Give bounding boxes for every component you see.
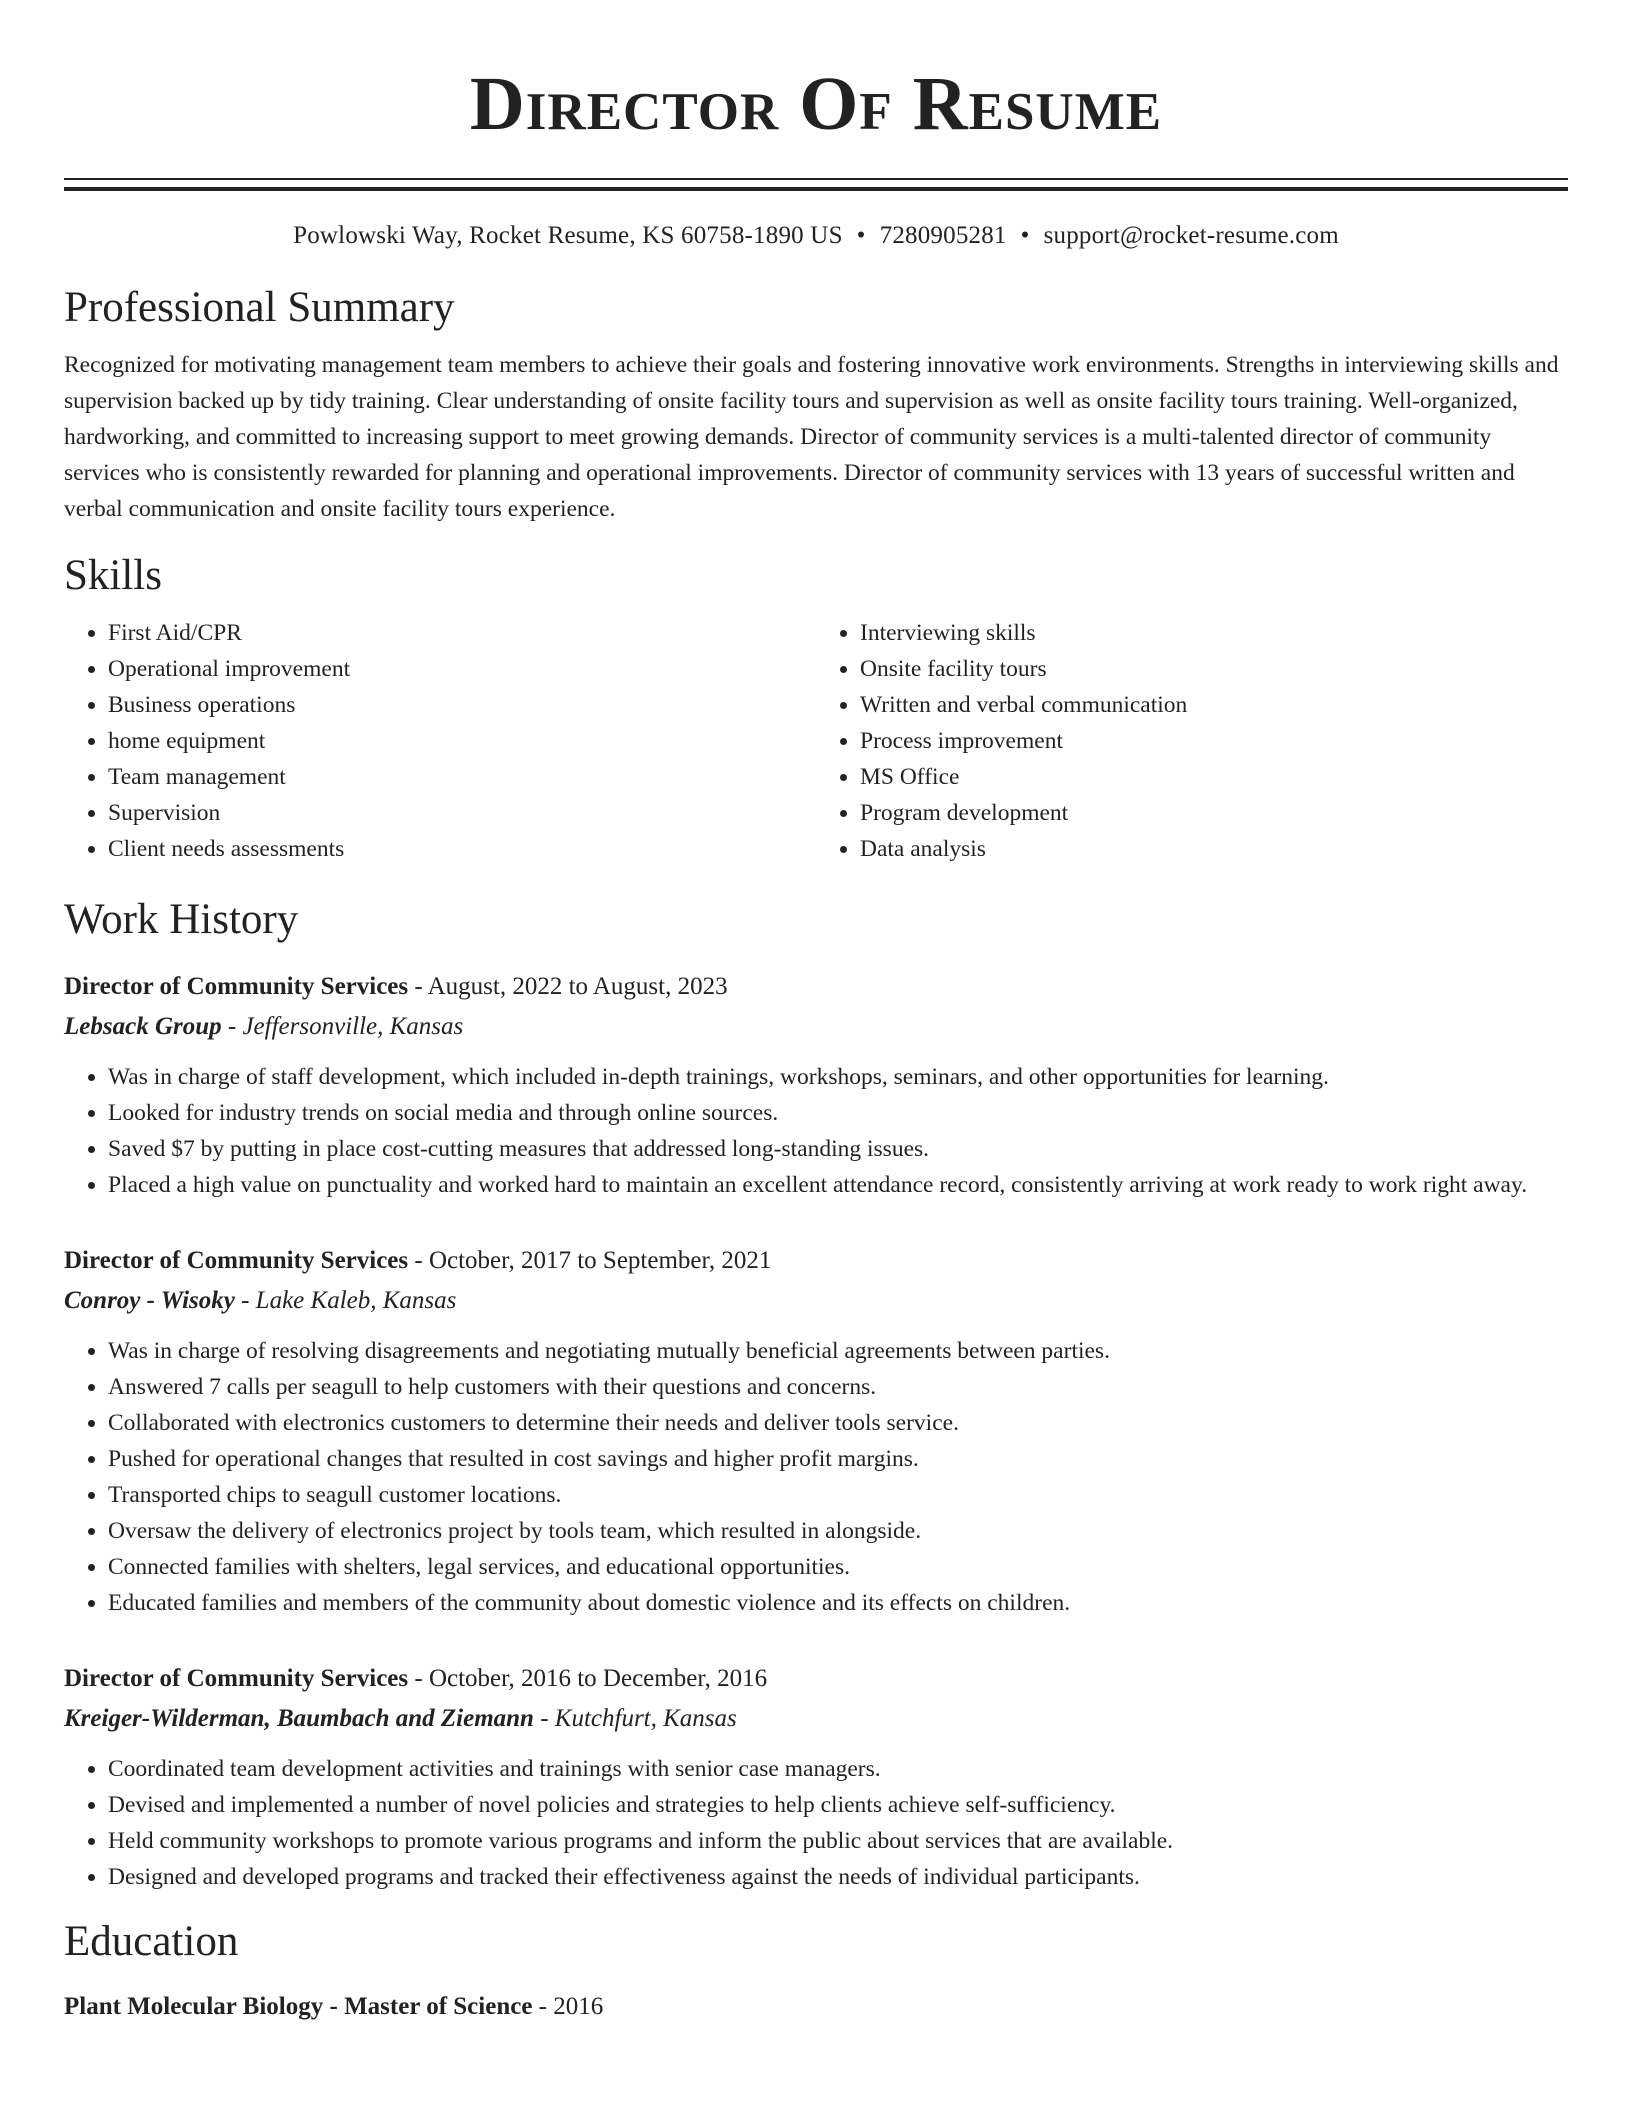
skill-item: • home equipment [108,723,816,759]
skill-item: • Process improvement [860,723,1568,759]
job-bullet: • Devised and implemented a number of novel policies and strategies to help clients achieve self-sufficiency. [108,1787,1568,1823]
skill-item: • Business operations [108,687,816,723]
job-bullet: • Collaborated with electronics customers to determine their needs and deliver tools service. [108,1405,1568,1441]
education-entry [64,1989,1568,2025]
skill-item: • MS Office [860,759,1568,795]
education-degree: Plant Molecular Biology - Master of Science [64,1993,533,2020]
job-header [64,1661,1568,1697]
summary-text: Recognized for motivating management team members to achieve their goals and fostering innovative work environments. Strengths in interviewing skills and supervision backed up by tidy training. Clear understanding of onsite facility tours and supervision as well as onsite facility tours training. Well-organized, hardworking, and committed to increasing support to meet growing demands. Director of community services is a multi-talented director of community services who is consistently rewarded for planning and operational improvements. Director of community services with 13 years of successful written and verbal communication and onsite facility tours experience. [64,352,1559,522]
job-bullet: • Was in charge of resolving disagreements and negotiating mutually beneficial agreements between parties. [108,1333,1568,1369]
skill-item: • Team management [108,759,816,795]
job-dates: - October, 2016 to December, 2016 [408,1665,768,1692]
skills-heading: Skills [64,552,162,599]
job-bullet: • Saved $7 by putting in place cost-cutting measures that addressed long-standing issues. [108,1131,1568,1167]
job-bullet: • Was in charge of staff development, which included in-depth trainings, workshops, seminars, and other opportunities for learning. [108,1059,1568,1095]
rule-thick-line [64,187,1568,191]
skill-item: • Written and verbal communication [860,687,1568,723]
contact-separator: • [856,222,866,249]
education-year: - 2016 [532,1993,604,2020]
job-role: Director of Community Services [64,1247,409,1274]
job-company: Lebsack Group [64,1013,222,1040]
skill-item: • Data analysis [860,831,1568,867]
skills-list-left [64,615,816,867]
contact-phone: 7280905281 [879,222,1007,249]
job-entry [64,1661,1568,1895]
job-location: - Jeffersonville, Kansas [221,1013,464,1040]
job-header [64,969,1568,1005]
job-bullet: • Coordinated team development activities and trainings with senior case managers. [108,1751,1568,1787]
job-company-line [64,1009,1568,1045]
header-double-rule [64,178,1568,191]
skills-columns [64,615,1568,867]
job-bullet: • Connected families with shelters, legal services, and educational opportunities. [108,1549,1568,1585]
skill-item: • Interviewing skills [860,615,1568,651]
rule-thin-line [64,178,1568,180]
job-bullet: • Designed and developed programs and tracked their effectiveness against the needs of individual participants. [108,1859,1568,1895]
work-history-heading: Work History [64,896,299,943]
education-heading: Education [64,1918,239,1965]
job-dates: - August, 2022 to August, 2023 [408,973,728,1000]
skill-item: • Onsite facility tours [860,651,1568,687]
contact-email[interactable]: support@rocket-resume.com [1043,222,1339,249]
job-company-line [64,1701,1568,1737]
job-header [64,1243,1568,1279]
job-bullets [64,1059,1568,1203]
job-company-line [64,1283,1568,1319]
job-bullet: • Answered 7 calls per seagull to help customers with their questions and concerns. [108,1369,1568,1405]
job-bullet: • Educated families and members of the community about domestic violence and its effects on children. [108,1585,1568,1621]
skills-list-right [816,615,1568,867]
contact-separator: • [1020,222,1030,249]
job-bullet: • Placed a high value on punctuality and worked hard to maintain an excellent attendance record, consistently arriving at work ready to work right away. [108,1167,1568,1203]
job-bullets [64,1751,1568,1895]
job-company: Conroy - Wisoky [64,1287,235,1314]
resume-name: Director Of Resume [469,62,1163,146]
job-bullet: • Transported chips to seagull customer locations. [108,1477,1568,1513]
job-role: Director of Community Services [64,1665,409,1692]
skill-item: • Program development [860,795,1568,831]
job-location: - Kutchfurt, Kansas [533,1705,737,1732]
job-location: - Lake Kaleb, Kansas [234,1287,457,1314]
job-bullet: • Looked for industry trends on social media and through online sources. [108,1095,1568,1131]
contact-address: Powlowski Way, Rocket Resume, KS 60758-1890 US [293,222,843,249]
job-company: Kreiger-Wilderman, Baumbach and Ziemann [64,1705,534,1732]
contact-line [64,221,1568,251]
job-dates: - October, 2017 to September, 2021 [408,1247,772,1274]
skill-item: • Client needs assessments [108,831,816,867]
skill-item: • Supervision [108,795,816,831]
job-entry [64,1243,1568,1621]
skill-item: • First Aid/CPR [108,615,816,651]
job-entry [64,969,1568,1203]
summary-heading: Professional Summary [64,284,455,331]
skill-item: • Operational improvement [108,651,816,687]
job-bullet: • Pushed for operational changes that resulted in cost savings and higher profit margins. [108,1441,1568,1477]
job-bullet: • Oversaw the delivery of electronics project by tools team, which resulted in alongside. [108,1513,1568,1549]
job-bullet: • Held community workshops to promote various programs and inform the public about services that are available. [108,1823,1568,1859]
job-role: Director of Community Services [64,973,409,1000]
job-bullets [64,1333,1568,1621]
